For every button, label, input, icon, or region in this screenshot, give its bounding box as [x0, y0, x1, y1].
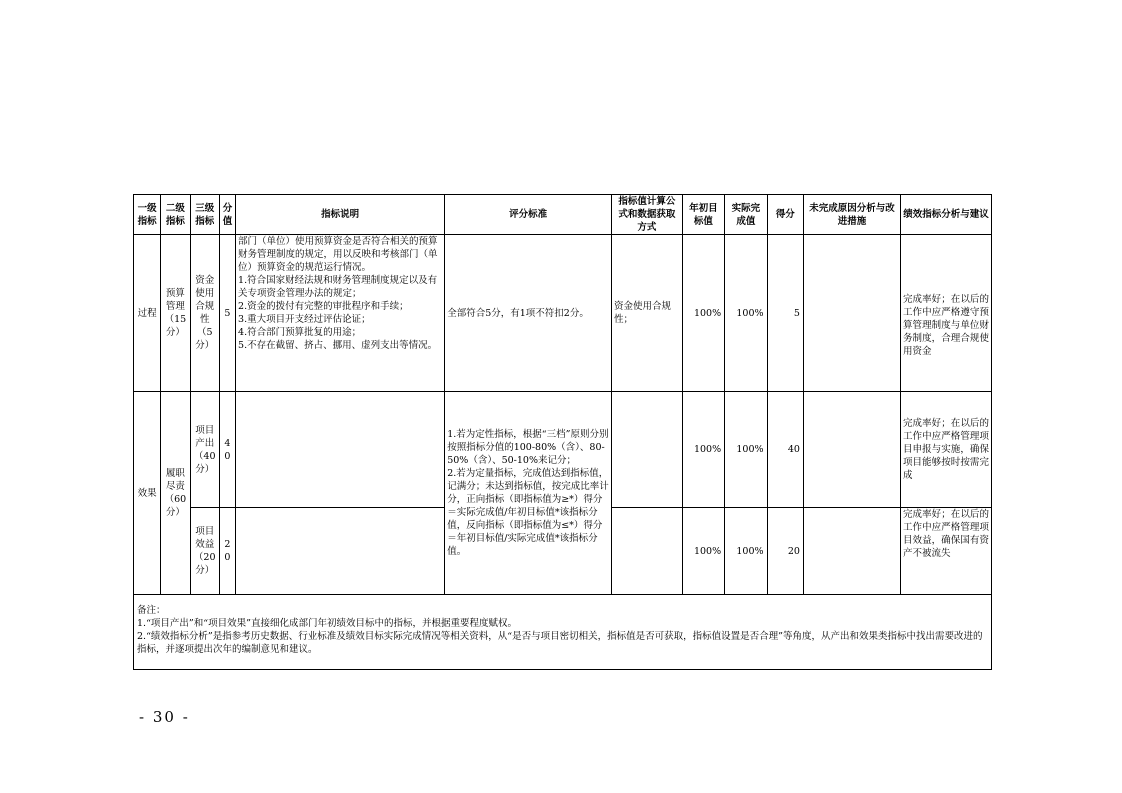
cell-level3: 资金使用合规性（5分） [190, 235, 219, 392]
header-level1: 一级指标 [134, 195, 161, 235]
header-score: 得分 [767, 195, 803, 235]
notes-item-2: 2.“绩效指标分析”是指参考历史数据、行业标准及绩效目标实际完成情况等相关资料，从“是否与项目密切相关，指标值是否可获取，指标值设置是否合理”等角度，从产出和效果类指标中找出需要改进的指标，并逐项提出次年的编制意见和建议。 [137, 631, 983, 655]
cell-criteria: 全部符合5分，有1项不符扣2分。 [445, 235, 612, 392]
cell-actual: 100% [725, 392, 767, 508]
header-level3: 三级指标 [190, 195, 219, 235]
cell-desc [236, 392, 445, 508]
header-actual: 实际完成值 [725, 195, 767, 235]
header-calc: 指标值计算公式和数据获取方式 [611, 195, 682, 235]
cell-score: 40 [767, 392, 803, 508]
cell-analysis: 完成率好；在以后的工作中应严格遵守预算管理制度与单位财务制度，合理合规使用资金 [900, 235, 991, 392]
cell-calc [611, 508, 682, 595]
cell-weight: 20 [219, 508, 235, 595]
notes-row [134, 595, 992, 670]
table-row-effect-output [134, 392, 992, 508]
header-criteria: 评分标准 [445, 195, 612, 235]
page-number: - 30 - [139, 708, 190, 726]
performance-table [133, 194, 992, 670]
cell-level1: 效果 [134, 392, 161, 595]
cell-reason [803, 235, 900, 392]
header-weight: 分值 [219, 195, 235, 235]
cell-criteria: 1.若为定性指标，根据“三档”原则分别按照指标分值的100-80%（含）、80-50%（含）、50-10%来记分； 2.若为定量指标，完成值达到指标值，记满分；未达到指标值，按完成比率计分，正向指标（即指标值为≥*）得分＝实际完成值/年初目标值*该指标分值，反向指标（即指标值为≤*）得分＝年初目标值/实际完成值*该指标分值。 [445, 392, 612, 595]
cell-calc: 资金使用合规性； [611, 235, 682, 392]
table-row-process [134, 235, 992, 392]
cell-desc [236, 508, 445, 595]
header-level2: 二级指标 [161, 195, 190, 235]
header-desc: 指标说明 [236, 195, 445, 235]
header-row [134, 195, 992, 235]
cell-target: 100% [682, 508, 724, 595]
cell-actual: 100% [725, 508, 767, 595]
cell-level2: 预算管理（15分） [161, 235, 190, 392]
cell-level1: 过程 [134, 235, 161, 392]
cell-score: 5 [767, 235, 803, 392]
cell-weight: 40 [219, 392, 235, 508]
notes-cell [134, 595, 992, 670]
header-analysis: 绩效指标分析与建议 [900, 195, 991, 235]
cell-calc [611, 392, 682, 508]
cell-reason [803, 508, 900, 595]
cell-reason [803, 392, 900, 508]
header-target: 年初目标值 [682, 195, 724, 235]
cell-desc [236, 235, 445, 392]
analysis-text: 完成率好；在以后的工作中应严格管理项目效益，确保国有资产不被流失 [902, 509, 989, 559]
cell-target: 100% [682, 235, 724, 392]
notes-title: 备注： [137, 605, 166, 616]
cell-weight: 5 [219, 235, 235, 392]
cell-analysis [900, 508, 991, 595]
desc-text: 部门（单位）使用预算资金是否符合相关的预算财务管理制度的规定，用以反映和考核部门（单位）预算资金的规范运行情况。 1.符合国家财经法规和财务管理制度规定以及有关专项资金管理办法的规定； 2.资金的拨付有完整的审批程序和手续； 3.重大项目开支经过评估论证； 4.符合部门预算批复的用途； 5.不存在截留、挤占、挪用、虚列支出等情况。 [238, 236, 438, 351]
header-reason: 未完成原因分析与改进措施 [803, 195, 900, 235]
cell-analysis: 完成率好；在以后的工作中应严格管理项目申报与实施，确保项目能够按时按需完成 [900, 392, 991, 508]
cell-target: 100% [682, 392, 724, 508]
cell-level3: 项目产出（40分） [190, 392, 219, 508]
cell-level3: 项目效益（20分） [190, 508, 219, 595]
notes-item-1: 1.“项目产出”和“项目效果”直接细化成部门年初绩效目标中的指标，并根据重要程度赋权。 [137, 618, 517, 629]
cell-score: 20 [767, 508, 803, 595]
cell-level2: 履职尽责（60分） [161, 392, 190, 595]
cell-actual: 100% [725, 235, 767, 392]
